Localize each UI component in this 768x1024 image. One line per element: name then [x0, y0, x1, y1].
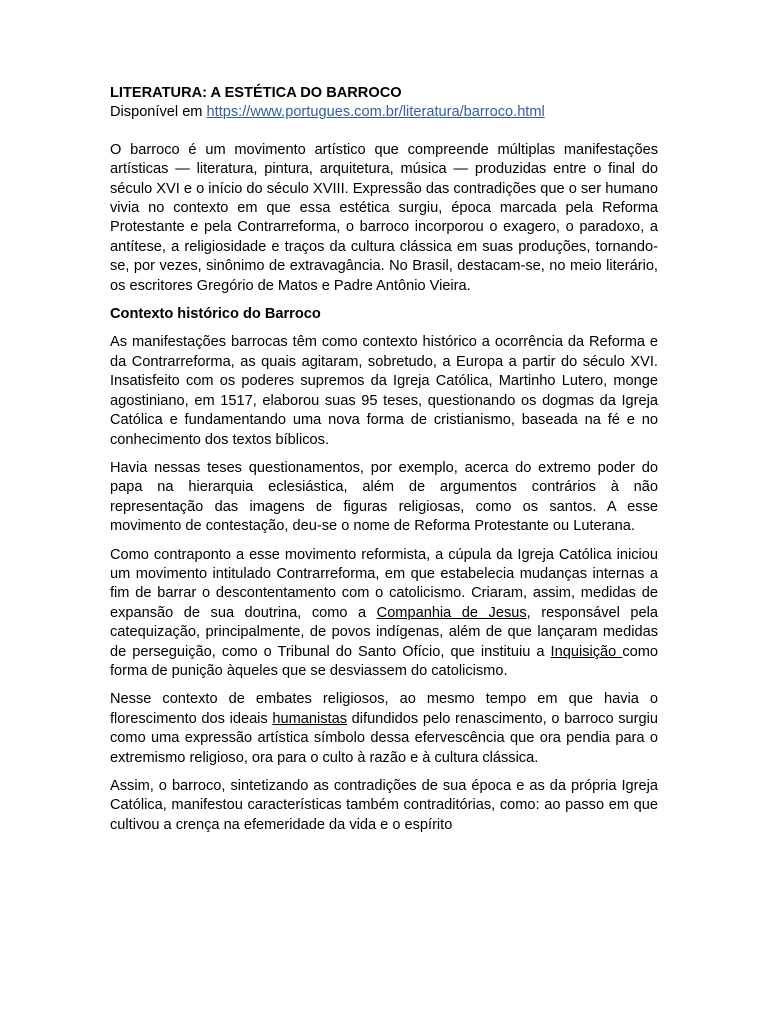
- paragraph-text: Nesse contexto de embates religiosos, ao mesmo tempo em que havia o florescimento dos ideais: [110, 691, 658, 727]
- section-heading: Contexto histórico do Barroco: [110, 306, 321, 323]
- link-humanistas[interactable]: humanistas: [272, 710, 348, 727]
- link-companhia-de-jesus[interactable]: Companhia de Jesus: [376, 604, 527, 621]
- paragraph-humanismo: [110, 690, 658, 768]
- paragraph-text: Como contraponto a esse movimento reformista, a cúpula da Igreja Católica iniciou um movimento intitulado Contrarreforma, em que estabelecia mudanças internas a fim de barrar o descontentamento com o catolicismo. Criaram, assim, medidas de expansão de sua doutrina, como a: [110, 546, 658, 621]
- source-line: [110, 103, 658, 122]
- intro-paragraph: O barroco é um movimento artístico que compreende múltiplas manifestações artísticas — literatura, pintura, arquitetura, música — produzidas entre o final do século XVI e o início do século XVIII. Expressão das contradições que o ser humano vivia no contexto em que essa estética surgiu, época marcada pela Reforma Protestante e pela Contrarreforma, o barroco incorporou o exagero, o paradoxo, a antítese, a religiosidade e traços da cultura clássica em suas produções, tornando-se, por vezes, sinônimo de extravagância. No Brasil, destacam-se, no meio literário, os escritores Gregório de Matos e Padre Antônio Vieira.: [110, 141, 658, 294]
- paragraph-text: , responsável pela catequização, principalmente, de povos indígenas, além de que lançaram medidas de perseguição, como o Tribunal do Santo Ofício, que instituiu a: [110, 604, 658, 660]
- paragraph-text: como forma de punição àqueles que se desviassem do catolicismo.: [110, 643, 658, 679]
- source-link[interactable]: https://www.portugues.com.br/literatura/barroco.html: [206, 104, 545, 121]
- source-prefix: Disponível em: [110, 104, 207, 121]
- link-inquisicao[interactable]: Inquisição: [550, 643, 623, 660]
- paragraph-reforma: As manifestações barrocas têm como contexto histórico a ocorrência da Reforma e da Contrarreforma, as quais agitaram, sobretudo, a Europa a partir do século XVI. Insatisfeito com os poderes supremos da Igreja Católica, Martinho Lutero, monge agostiniano, em 1517, elaborou suas 95 teses, questionando os dogmas da Igreja Católica e fundamentando uma nova forma de cristianismo, baseada na fé e no conhecimento dos textos bíblicos.: [110, 334, 658, 448]
- paragraph-text: difundidos pelo renascimento, o barroco surgiu como uma expressão artística símbolo dessa efervescência que ora pendia para o extremismo religioso, ora para o culto à razão e à cultura clássica.: [110, 710, 658, 766]
- paragraph-sintese: Assim, o barroco, sintetizando as contradições de sua época e as da própria Igreja Católica, manifestou características também contraditórias, como: ao passo em que cultivou a crença na efemeridade da vida e o espírito: [110, 778, 658, 833]
- document-page: [110, 84, 658, 844]
- paragraph-contrarreforma: [110, 546, 658, 682]
- document-title: LITERATURA: A ESTÉTICA DO BARROCO: [110, 85, 402, 101]
- paragraph-teses: Havia nessas teses questionamentos, por exemplo, acerca do extremo poder do papa na hierarquia eclesiástica, além de argumentos contrários à não representação das imagens de figuras religiosas, como os santos. A esse movimento de contestação, deu-se o nome de Reforma Protestante ou Luterana.: [110, 459, 658, 535]
